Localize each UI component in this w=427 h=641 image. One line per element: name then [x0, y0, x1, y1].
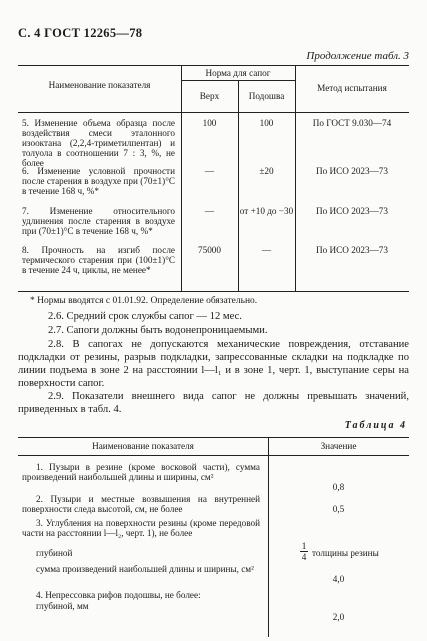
fraction-numerator: 1	[301, 541, 307, 551]
para-2-7: 2.7. Сапоги должны быть водонепроницаемыми.	[48, 325, 268, 336]
page-header: С. 4 ГОСТ 12265—78	[18, 26, 143, 40]
t4-col-name: Наименование показателя	[92, 441, 194, 451]
t3-row5-name: 5. Изменение объема образца после воздействия смеси эталонного изооктана (2,2,4-триметилпентан) и толуола в соотношении 7 : 3, %, не более	[22, 118, 175, 168]
t4-col-value: Значение	[320, 441, 357, 451]
t3-row5-sole: 100	[259, 118, 274, 128]
para-2-9: 2.9. Показатели внешнего вида сапог не должны превышать значений, приведенных в табл. 4.	[18, 391, 409, 415]
t3-row5-method: По ГОСТ 9.030—74	[312, 118, 392, 128]
table4-title: Таблица 4	[344, 420, 407, 431]
t3-row8-method: По ИСО 2023—73	[316, 245, 388, 255]
para-2-6: 2.6. Средний срок службы сапог — 12 мес.	[48, 311, 242, 322]
t3-row7-sole: от +10 до −30	[239, 206, 294, 216]
t4-row3-name: 3. Углубления на поверхности резины (кроме передовой части на расстоянии l—l₂, черт. 1), не более	[22, 518, 260, 538]
t3-row8-sole: —	[261, 245, 272, 255]
t3-row6-top: —	[204, 166, 215, 176]
t3-row5-top: 100	[202, 118, 217, 128]
t4-depth-fraction	[300, 541, 308, 562]
para-2-8: 2.8. В сапогах не допускаются механические повреждения, отставание подкладки от резины, разрыв подкладки, запрессованные складки на подкладке по линии подъема в зоне 2 на расстоянии l—l₁ и в зоне 1, черт. 1, выступание серы на поверхности сапог.	[18, 339, 409, 389]
t3-col-method: Метод испытания	[317, 83, 387, 93]
t3-row8-name: 8. Прочность на изгиб после термического старения при (100±1)°С в течение 24 ч, циклы, не менее*	[22, 245, 175, 275]
t4-row2-name: 2. Пузыри и местные возвышения на внутренней поверхности следа высотой, см, не более	[22, 494, 260, 514]
t3-row6-sole: ±20	[259, 166, 274, 176]
t3-row6-method: По ИСО 2023—73	[316, 166, 388, 176]
t3-row7-top: —	[204, 206, 215, 216]
t4-row1-name: 1. Пузыри в резине (кроме восковой части), сумма произведений наибольшей длины и ширины, см²	[22, 462, 260, 482]
t4-sum-label: сумма произведений наибольшей длины и ширины, см²	[36, 564, 254, 574]
fraction-denominator: 4	[301, 552, 307, 562]
t3-row7-name: 7. Изменение относительного удлинения после старения в воздухе при (70±1)°С в течение 168 ч, %*	[22, 206, 175, 236]
t4-depth-label: глубиной	[36, 548, 73, 558]
footnote: * Нормы вводятся с 01.01.92. Определение обязательно.	[30, 296, 258, 306]
t4-row4-value: 2,0	[332, 612, 345, 622]
t4-row2-value: 0,5	[332, 504, 345, 514]
t3-col-norm: Норма для сапог	[205, 68, 271, 78]
t3-col-name: Наименование показателя	[48, 80, 151, 90]
t3-row6-name: 6. Изменение условной прочности после старения в воздухе при (70±1)°С в течение 168 ч, %*	[22, 166, 175, 196]
continuation-label: Продолжение табл. 3	[306, 50, 409, 62]
t3-row7-method: По ИСО 2023—73	[316, 206, 388, 216]
t4-row4-depth-label: глубиной, мм	[36, 601, 89, 611]
t3-row8-top: 75000	[198, 245, 221, 255]
t3-col-top: Верх	[199, 91, 220, 101]
t4-row1-value: 0,8	[332, 482, 345, 492]
t4-row4-name: 4. Непрессовка рифов подошвы, не более:	[36, 590, 201, 600]
t3-col-sole: Подошва	[248, 91, 285, 101]
t4-depth-value: толщины резины	[312, 548, 379, 558]
t4-sum-value: 4,0	[332, 574, 345, 584]
